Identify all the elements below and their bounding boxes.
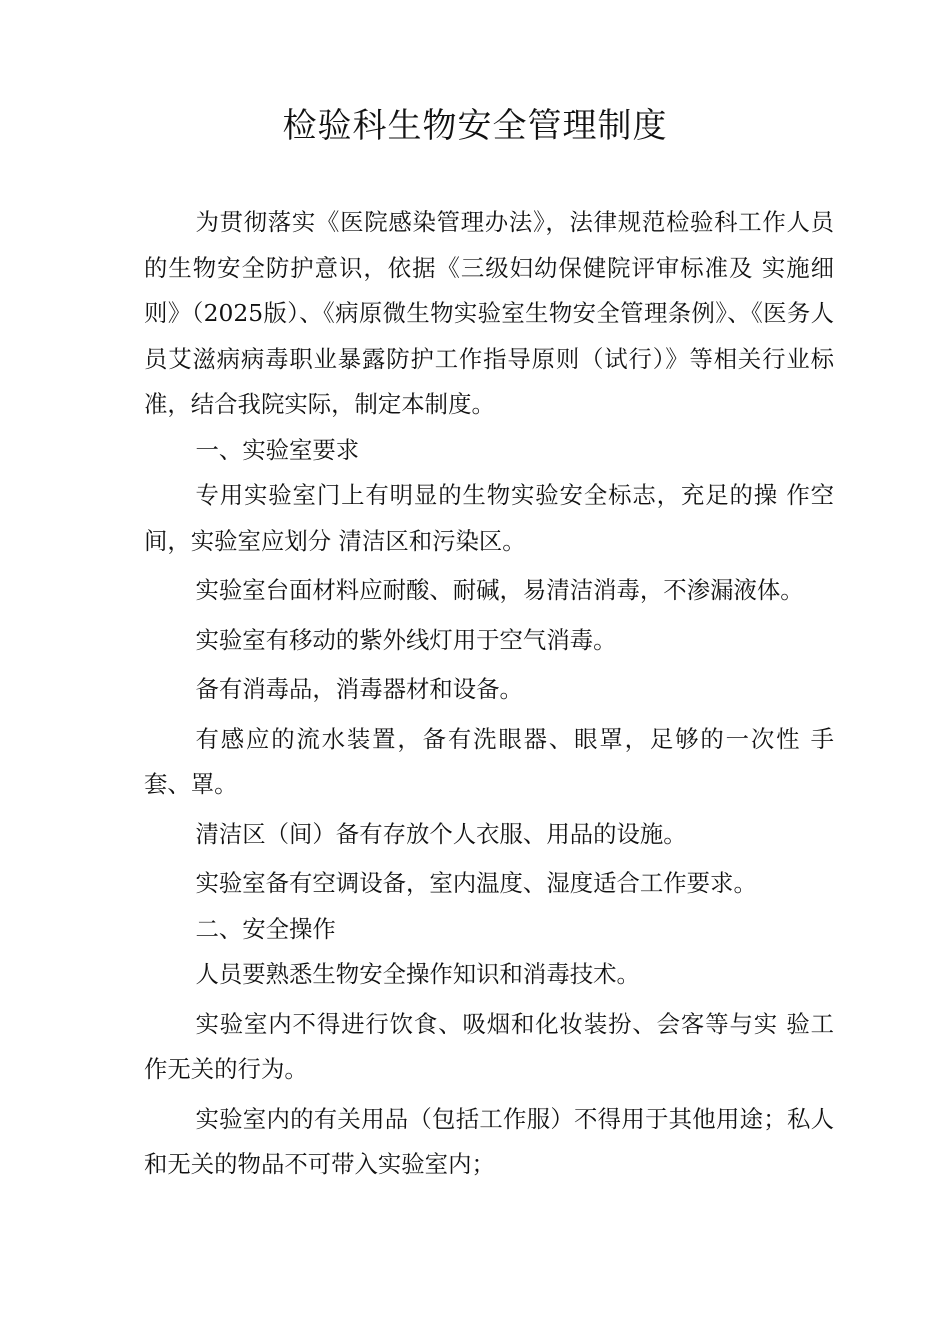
lab-requirement-item: 有感应的流水装置，备有洗眼器、眼罩，足够的一次性 手套、罩。 — [144, 724, 834, 798]
intro-paragraph: 为贯彻落实《医院感染管理办法》，法律规范检验科工作人员的生物安全防护意识，依据《三级妇幼保健院评审标准及 实施细则》（2025版）、《病原微生物实验室生物安全管理条例》、《医务人员艾滋病病毒职业暴露防护工作指导原则（试行）》等相关行业标准，结合我院实际，制定本制度。 — [144, 208, 834, 418]
lab-requirement-item: 专用实验室门上有明显的生物实验安全标志，充足的操 作空间，实验室应划分 清洁区和污染区。 — [144, 481, 834, 555]
section-heading-safe-operation: 二、安全操作 — [195, 914, 336, 943]
lab-requirement-item: 清洁区（间）备有存放个人衣服、用品的设施。 — [195, 819, 687, 848]
section-heading-lab-requirements: 一、实验室要求 — [195, 435, 360, 464]
document-body — [144, 200, 834, 1188]
safe-operation-item: 实验室内不得进行饮食、吸烟和化妆装扮、会客等与实 验工作无关的行为。 — [144, 1009, 834, 1083]
lab-requirement-item: 备有消毒品，消毒器材和设备。 — [195, 675, 523, 703]
lab-requirement-item: 实验室台面材料应耐酸、耐碱，易清洁消毒，不渗漏液体。 — [195, 576, 804, 604]
lab-requirement-item: 实验室备有空调设备，室内温度、湿度适合工作要求。 — [195, 869, 757, 897]
lab-requirement-item: 实验室有移动的紫外线灯用于空气消毒。 — [195, 625, 617, 654]
safe-operation-item: 实验室内的有关用品（包括工作服）不得用于其他用途；私人和无关的物品不可带入实验室内； — [144, 1104, 834, 1178]
safe-operation-item: 人员要熟悉生物安全操作知识和消毒技术。 — [195, 960, 640, 988]
document-title: 检验科生物安全管理制度 — [282, 106, 668, 146]
